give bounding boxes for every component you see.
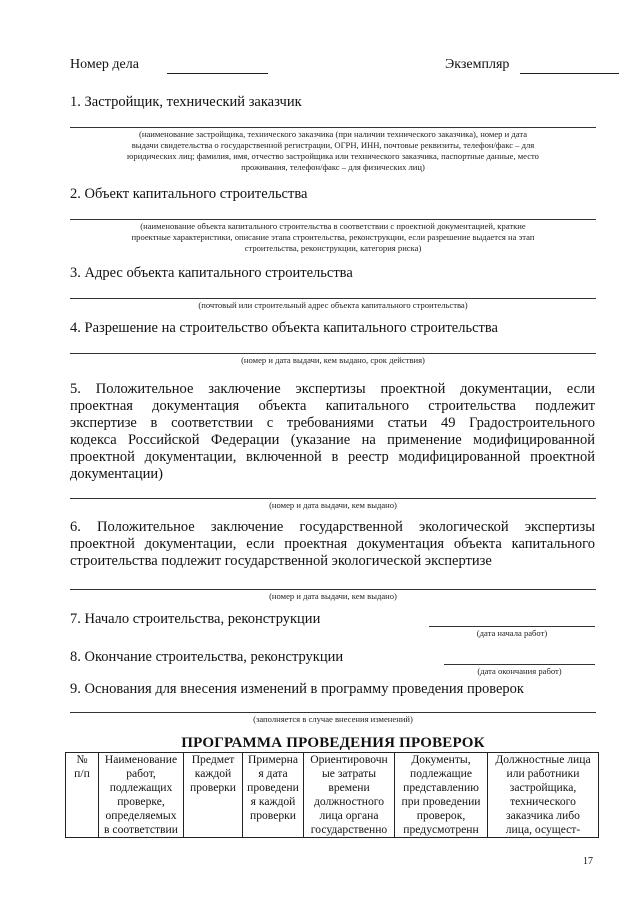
column-header-officials: Должностные лица или работники застройщика, технического заказчика либо лица, осущест- [488,753,599,838]
section-1-title: 1. Застройщик, технический заказчик [70,94,302,110]
copy-field[interactable] [520,73,619,74]
section-2-field[interactable] [70,219,596,220]
section-1-caption [70,129,596,173]
case-number-field[interactable] [167,73,268,74]
section-8-title: 8. Окончание строительства, реконструкции [70,649,344,665]
text-line: проектной документации, включенной в реестр модифицированной проектной [70,449,595,465]
table-header-row [66,753,599,838]
section-5-caption: (номер и дата выдачи, кем выдано) [269,500,397,510]
section-3-field[interactable] [70,298,596,299]
text-line: проектной документации, если проектная документация объекта капитального [70,536,595,552]
text-line: 6. Положительное заключение государственной экологической экспертизы [70,519,595,535]
caption-line: проживания, телефон/факс – для физических лиц) [241,162,425,172]
section-3-title: 3. Адрес объекта капитального строительства [70,265,353,281]
caption-line: выдачи свидетельства о государственной регистрации, ОГРН, ИНН, почтовые реквизиты, телефон/факс – для [131,140,535,150]
section-6-caption: (номер и дата выдачи, кем выдано) [269,591,397,601]
section-6-field[interactable] [70,589,596,590]
column-header-number: № п/п [66,753,99,838]
text-line: документации) [70,466,163,482]
section-2-caption [70,221,596,254]
caption-line: юридических лиц; фамилия, имя, отчество застройщика или технического заказчика, паспортные данные, место [127,151,539,161]
case-number-label: Номер дела [70,57,139,72]
page-number: 17 [583,856,593,867]
section-1-field[interactable] [70,127,596,128]
caption-line: проектные характеристики, описание этапа строительства, реконструкции, если разрешение выдается на этап [131,232,535,242]
text-line: строительства подлежит государственной экологической экспертизе [70,553,492,569]
section-9-field[interactable] [70,712,596,713]
section-2-title: 2. Объект капитального строительства [70,186,308,202]
text-line: проектная документация объекта капитального строительства подлежит [70,398,595,414]
section-9-title: 9. Основания для внесения изменений в программу проведения проверок [70,681,524,697]
caption-line: (наименование застройщика, технического заказчика (при наличии технического заказчика), номер и дата [138,129,528,139]
text-line: кодекса Российской Федерации (указание на применение модифицированной [70,432,595,448]
start-date-caption: (дата начала работ) [476,628,548,638]
end-date-caption: (дата окончания работ) [477,666,562,676]
section-5-text [70,381,595,483]
caption-line: строительства, реконструкции, категория риска) [244,243,422,253]
section-4-caption: (номер и дата выдачи, кем выдано, срок действия) [241,355,425,365]
section-5-field[interactable] [70,498,596,499]
section-6-text [70,519,595,570]
section-3-caption: (почтовый или строительный адрес объекта капитального строительства) [198,300,468,310]
column-header-documents: Документы, подлежащие представлению при проведении проверок, предусмотренн [395,753,488,838]
end-date-field[interactable] [444,664,595,665]
text-line: 5. Положительное заключение экспертизы проектной документации, если [70,381,595,397]
program-table [65,752,599,838]
section-4-title: 4. Разрешение на строительство объекта капитального строительства [70,320,498,336]
section-7-title: 7. Начало строительства, реконструкции [70,611,321,627]
column-header-time-cost: Ориентировочн ые затраты времени должностного лица органа государственно [304,753,395,838]
program-title: ПРОГРАММА ПРОВЕДЕНИЯ ПРОВЕРОК [181,735,485,751]
column-header-date: Примерна я дата проведени я каждой проверки [243,753,304,838]
section-4-field[interactable] [70,353,596,354]
column-header-work-name: Наименование работ, подлежащих проверке, определяемых в соответствии [99,753,184,838]
text-line: экспертизе в соответствии с требованиями статьи 49 Градостроительного [70,415,595,431]
caption-line: (наименование объекта капитального строительства в соответствии с проектной документацией, краткие [140,221,526,231]
column-header-subject: Предмет каждой проверки [184,753,243,838]
copy-label: Экземпляр [445,57,510,72]
section-9-caption: (заполняется в случае внесения изменений) [253,714,413,724]
start-date-field[interactable] [429,626,595,627]
